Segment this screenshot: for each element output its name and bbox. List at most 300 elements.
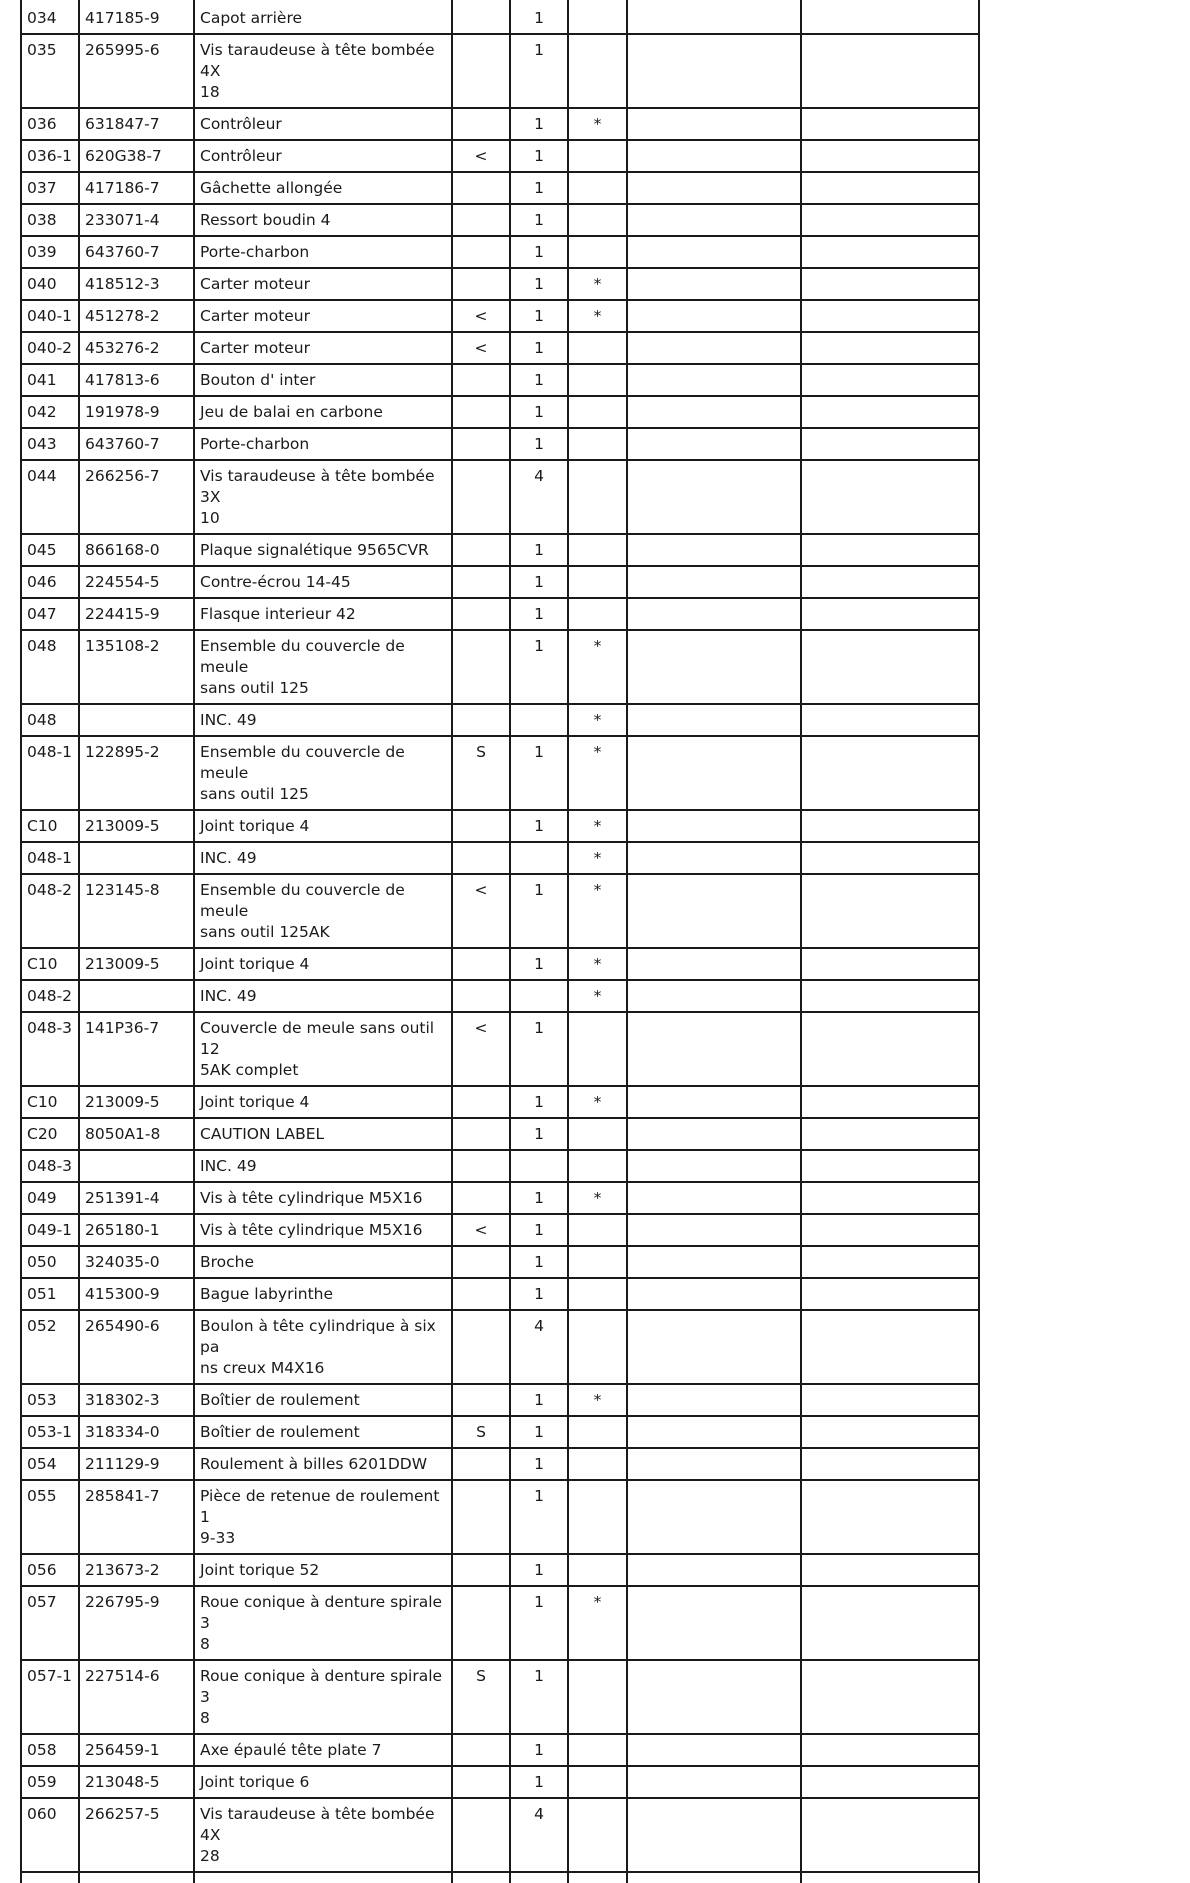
description-cell: Joint torique 52	[194, 1554, 452, 1586]
blank-cell	[627, 704, 801, 736]
description-cell: Ressort boudin 4	[194, 204, 452, 236]
part-number-cell: 451278-2	[79, 300, 194, 332]
note-cell	[568, 1416, 627, 1448]
remark-cell	[452, 204, 510, 236]
part-number-cell: 213009-5	[79, 1086, 194, 1118]
blank-cell	[627, 140, 801, 172]
blank-cell	[801, 1554, 979, 1586]
item-number-cell: 049-1	[21, 1214, 79, 1246]
description-cell: Roue conique à denture spirale 3 8	[194, 1660, 452, 1734]
item-number-cell: C20	[21, 1118, 79, 1150]
blank-cell	[627, 1448, 801, 1480]
table-row	[21, 566, 979, 598]
table-row	[21, 630, 979, 704]
item-number-cell: 040	[21, 268, 79, 300]
part-number-cell: 122895-2	[79, 736, 194, 810]
quantity-cell: 1	[510, 1246, 568, 1278]
blank-cell	[627, 34, 801, 108]
blank-cell	[801, 1448, 979, 1480]
description-cell: Capot arrière	[194, 0, 452, 34]
blank-cell	[801, 1182, 979, 1214]
part-number-cell: 453276-2	[79, 332, 194, 364]
quantity-cell: 1	[510, 598, 568, 630]
note-cell	[568, 566, 627, 598]
table-row	[21, 460, 979, 534]
table-row	[21, 534, 979, 566]
item-number-cell: 040-2	[21, 332, 79, 364]
item-number-cell: 050	[21, 1246, 79, 1278]
blank-cell	[627, 1086, 801, 1118]
item-number-cell: 052	[21, 1310, 79, 1384]
quantity-cell: 1	[510, 34, 568, 108]
item-number-cell: 035	[21, 34, 79, 108]
note-cell: *	[568, 842, 627, 874]
note-cell: *	[568, 630, 627, 704]
remark-cell: S	[452, 736, 510, 810]
continued-cell	[627, 1872, 801, 1883]
part-number-cell: 265490-6	[79, 1310, 194, 1384]
quantity-cell	[510, 980, 568, 1012]
part-number-cell: 643760-7	[79, 236, 194, 268]
blank-cell	[627, 428, 801, 460]
part-number-cell: 631847-7	[79, 108, 194, 140]
table-row	[21, 980, 979, 1012]
blank-cell	[801, 534, 979, 566]
table-row	[21, 948, 979, 980]
table-row	[21, 1384, 979, 1416]
table-row	[21, 1214, 979, 1246]
part-number-cell: 318334-0	[79, 1416, 194, 1448]
table-row	[21, 1416, 979, 1448]
table-row	[21, 1586, 979, 1660]
part-number-cell: 251391-4	[79, 1182, 194, 1214]
part-number-cell: 226795-9	[79, 1586, 194, 1660]
note-cell	[568, 1310, 627, 1384]
continued-cell	[568, 1872, 627, 1883]
remark-cell	[452, 268, 510, 300]
note-cell	[568, 1798, 627, 1872]
quantity-cell: 1	[510, 204, 568, 236]
quantity-cell: 1	[510, 1660, 568, 1734]
remark-cell	[452, 1384, 510, 1416]
table-row-continued	[21, 1872, 979, 1883]
description-cell: Joint torique 6	[194, 1766, 452, 1798]
part-number-cell: 417813-6	[79, 364, 194, 396]
quantity-cell: 1	[510, 566, 568, 598]
item-number-cell: 057-1	[21, 1660, 79, 1734]
table-row	[21, 1278, 979, 1310]
note-cell	[568, 364, 627, 396]
note-cell	[568, 1554, 627, 1586]
remark-cell	[452, 534, 510, 566]
blank-cell	[801, 874, 979, 948]
description-cell: Bague labyrinthe	[194, 1278, 452, 1310]
blank-cell	[801, 1586, 979, 1660]
note-cell	[568, 1660, 627, 1734]
remark-cell	[452, 630, 510, 704]
table-row	[21, 1310, 979, 1384]
blank-cell	[801, 34, 979, 108]
item-number-cell: 039	[21, 236, 79, 268]
description-cell: Contrôleur	[194, 140, 452, 172]
part-number-cell	[79, 842, 194, 874]
part-number-cell	[79, 1150, 194, 1182]
blank-cell	[801, 1246, 979, 1278]
blank-cell	[627, 460, 801, 534]
quantity-cell: 1	[510, 1214, 568, 1246]
table-row	[21, 428, 979, 460]
remark-cell	[452, 1150, 510, 1182]
remark-cell: S	[452, 1660, 510, 1734]
remark-cell	[452, 1766, 510, 1798]
table-row	[21, 598, 979, 630]
item-number-cell: 048-3	[21, 1150, 79, 1182]
description-cell: Contre-écrou 14-45	[194, 566, 452, 598]
continued-cell	[79, 1872, 194, 1883]
blank-cell	[801, 566, 979, 598]
quantity-cell: 1	[510, 1480, 568, 1554]
blank-cell	[801, 630, 979, 704]
blank-cell	[627, 566, 801, 598]
description-cell: Couvercle de meule sans outil 12 5AK complet	[194, 1012, 452, 1086]
remark-cell	[452, 1798, 510, 1872]
part-number-cell: 141P36-7	[79, 1012, 194, 1086]
table-row	[21, 874, 979, 948]
table-row	[21, 332, 979, 364]
table-row	[21, 396, 979, 428]
quantity-cell: 1	[510, 332, 568, 364]
blank-cell	[627, 1660, 801, 1734]
quantity-cell: 1	[510, 1734, 568, 1766]
part-number-cell: 213009-5	[79, 948, 194, 980]
part-number-cell: 8050A1-8	[79, 1118, 194, 1150]
remark-cell	[452, 598, 510, 630]
note-cell	[568, 1480, 627, 1554]
blank-cell	[801, 396, 979, 428]
description-cell: Pièce de retenue de roulement 1 9-33	[194, 1480, 452, 1554]
table-row	[21, 364, 979, 396]
blank-cell	[801, 1660, 979, 1734]
remark-cell	[452, 948, 510, 980]
blank-cell	[627, 1798, 801, 1872]
part-number-cell: 266257-5	[79, 1798, 194, 1872]
remark-cell	[452, 364, 510, 396]
blank-cell	[801, 140, 979, 172]
parts-table	[20, 0, 980, 1883]
continued-cell	[801, 1872, 979, 1883]
note-cell	[568, 460, 627, 534]
note-cell	[568, 34, 627, 108]
description-cell: Joint torique 4	[194, 810, 452, 842]
item-number-cell: 058	[21, 1734, 79, 1766]
description-cell: Plaque signalétique 9565CVR	[194, 534, 452, 566]
note-cell	[568, 598, 627, 630]
part-number-cell: 265995-6	[79, 34, 194, 108]
remark-cell	[452, 980, 510, 1012]
part-number-cell: 265180-1	[79, 1214, 194, 1246]
quantity-cell: 1	[510, 736, 568, 810]
blank-cell	[627, 1766, 801, 1798]
quantity-cell: 1	[510, 1766, 568, 1798]
quantity-cell: 1	[510, 810, 568, 842]
remark-cell: <	[452, 300, 510, 332]
parts-list-sheet	[20, 0, 980, 1883]
blank-cell	[801, 204, 979, 236]
note-cell: *	[568, 736, 627, 810]
note-cell	[568, 236, 627, 268]
note-cell: *	[568, 810, 627, 842]
remark-cell	[452, 172, 510, 204]
quantity-cell: 1	[510, 1118, 568, 1150]
description-cell: Porte-charbon	[194, 428, 452, 460]
quantity-cell: 1	[510, 874, 568, 948]
blank-cell	[801, 1278, 979, 1310]
blank-cell	[627, 534, 801, 566]
description-cell: Roue conique à denture spirale 3 8	[194, 1586, 452, 1660]
quantity-cell: 1	[510, 428, 568, 460]
remark-cell	[452, 1734, 510, 1766]
remark-cell	[452, 704, 510, 736]
table-row	[21, 1660, 979, 1734]
description-cell: Porte-charbon	[194, 236, 452, 268]
remark-cell	[452, 1554, 510, 1586]
blank-cell	[627, 736, 801, 810]
blank-cell	[801, 1734, 979, 1766]
table-row	[21, 268, 979, 300]
part-number-cell: 123145-8	[79, 874, 194, 948]
blank-cell	[627, 108, 801, 140]
parts-table-body	[21, 0, 979, 1883]
blank-cell	[627, 1182, 801, 1214]
blank-cell	[627, 810, 801, 842]
note-cell	[568, 1766, 627, 1798]
item-number-cell: 041	[21, 364, 79, 396]
quantity-cell: 1	[510, 534, 568, 566]
part-number-cell: 417185-9	[79, 0, 194, 34]
part-number-cell: 224415-9	[79, 598, 194, 630]
quantity-cell: 1	[510, 1012, 568, 1086]
blank-cell	[801, 332, 979, 364]
quantity-cell: 1	[510, 236, 568, 268]
part-number-cell: 620G38-7	[79, 140, 194, 172]
description-cell: Boîtier de roulement	[194, 1416, 452, 1448]
blank-cell	[801, 1086, 979, 1118]
remark-cell	[452, 34, 510, 108]
quantity-cell: 1	[510, 140, 568, 172]
remark-cell	[452, 428, 510, 460]
blank-cell	[627, 268, 801, 300]
blank-cell	[627, 364, 801, 396]
item-number-cell: 049	[21, 1182, 79, 1214]
remark-cell	[452, 810, 510, 842]
part-number-cell: 213048-5	[79, 1766, 194, 1798]
item-number-cell: 045	[21, 534, 79, 566]
remark-cell	[452, 0, 510, 34]
quantity-cell: 1	[510, 1448, 568, 1480]
description-cell: Bouton d' inter	[194, 364, 452, 396]
table-row	[21, 842, 979, 874]
table-row	[21, 1150, 979, 1182]
remark-cell: <	[452, 140, 510, 172]
quantity-cell: 4	[510, 1798, 568, 1872]
note-cell: *	[568, 874, 627, 948]
blank-cell	[801, 108, 979, 140]
item-number-cell: 048	[21, 630, 79, 704]
blank-cell	[627, 842, 801, 874]
quantity-cell: 1	[510, 1384, 568, 1416]
blank-cell	[627, 396, 801, 428]
note-cell: *	[568, 704, 627, 736]
quantity-cell: 1	[510, 268, 568, 300]
blank-cell	[801, 1766, 979, 1798]
description-cell: Carter moteur	[194, 300, 452, 332]
item-number-cell: 044	[21, 460, 79, 534]
part-number-cell	[79, 980, 194, 1012]
blank-cell	[627, 1118, 801, 1150]
item-number-cell: 040-1	[21, 300, 79, 332]
blank-cell	[801, 810, 979, 842]
table-row	[21, 810, 979, 842]
quantity-cell: 1	[510, 1416, 568, 1448]
note-cell	[568, 428, 627, 460]
item-number-cell: 047	[21, 598, 79, 630]
description-cell: Ensemble du couvercle de meule sans outil 125AK	[194, 874, 452, 948]
note-cell	[568, 204, 627, 236]
note-cell: *	[568, 300, 627, 332]
note-cell: *	[568, 108, 627, 140]
item-number-cell: C10	[21, 948, 79, 980]
note-cell	[568, 534, 627, 566]
remark-cell	[452, 1118, 510, 1150]
part-number-cell: 415300-9	[79, 1278, 194, 1310]
description-cell: Carter moteur	[194, 332, 452, 364]
blank-cell	[627, 300, 801, 332]
quantity-cell: 1	[510, 630, 568, 704]
description-cell: Boîtier de roulement	[194, 1384, 452, 1416]
table-row	[21, 140, 979, 172]
blank-cell	[801, 0, 979, 34]
blank-cell	[627, 172, 801, 204]
description-cell: INC. 49	[194, 1150, 452, 1182]
note-cell: *	[568, 980, 627, 1012]
description-cell: Ensemble du couvercle de meule sans outil 125	[194, 736, 452, 810]
part-number-cell: 213673-2	[79, 1554, 194, 1586]
table-row	[21, 0, 979, 34]
table-row	[21, 704, 979, 736]
blank-cell	[627, 1416, 801, 1448]
item-number-cell: 042	[21, 396, 79, 428]
remark-cell	[452, 1480, 510, 1554]
item-number-cell: 051	[21, 1278, 79, 1310]
note-cell: *	[568, 268, 627, 300]
blank-cell	[801, 1480, 979, 1554]
remark-cell	[452, 1586, 510, 1660]
part-number-cell: 211129-9	[79, 1448, 194, 1480]
remark-cell: <	[452, 874, 510, 948]
remark-cell: <	[452, 1012, 510, 1086]
item-number-cell: 053-1	[21, 1416, 79, 1448]
table-row	[21, 736, 979, 810]
quantity-cell: 1	[510, 300, 568, 332]
note-cell	[568, 332, 627, 364]
table-row	[21, 34, 979, 108]
remark-cell	[452, 1086, 510, 1118]
quantity-cell: 4	[510, 460, 568, 534]
blank-cell	[627, 1554, 801, 1586]
quantity-cell: 4	[510, 1310, 568, 1384]
item-number-cell: 048	[21, 704, 79, 736]
item-number-cell: 053	[21, 1384, 79, 1416]
item-number-cell: C10	[21, 810, 79, 842]
blank-cell	[801, 460, 979, 534]
note-cell	[568, 0, 627, 34]
blank-cell	[801, 1310, 979, 1384]
blank-cell	[801, 736, 979, 810]
description-cell: Vis taraudeuse à tête bombée 4X 28	[194, 1798, 452, 1872]
item-number-cell: 038	[21, 204, 79, 236]
blank-cell	[627, 1214, 801, 1246]
blank-cell	[801, 980, 979, 1012]
item-number-cell: 046	[21, 566, 79, 598]
description-cell: Axe épaulé tête plate 7	[194, 1734, 452, 1766]
note-cell: *	[568, 948, 627, 980]
blank-cell	[627, 332, 801, 364]
remark-cell	[452, 566, 510, 598]
quantity-cell: 1	[510, 108, 568, 140]
continued-cell	[510, 1872, 568, 1883]
part-number-cell: 324035-0	[79, 1246, 194, 1278]
blank-cell	[627, 236, 801, 268]
blank-cell	[627, 1734, 801, 1766]
part-number-cell: 285841-7	[79, 1480, 194, 1554]
note-cell	[568, 1734, 627, 1766]
item-number-cell: 054	[21, 1448, 79, 1480]
item-number-cell: 056	[21, 1554, 79, 1586]
description-cell: Vis taraudeuse à tête bombée 3X 10	[194, 460, 452, 534]
table-row	[21, 172, 979, 204]
remark-cell	[452, 1246, 510, 1278]
continued-cell	[194, 1872, 452, 1883]
part-number-cell: 318302-3	[79, 1384, 194, 1416]
table-row	[21, 1246, 979, 1278]
blank-cell	[627, 1278, 801, 1310]
blank-cell	[801, 842, 979, 874]
blank-cell	[801, 598, 979, 630]
table-row	[21, 236, 979, 268]
part-number-cell: 266256-7	[79, 460, 194, 534]
remark-cell	[452, 1310, 510, 1384]
blank-cell	[627, 1480, 801, 1554]
description-cell: Jeu de balai en carbone	[194, 396, 452, 428]
item-number-cell: 036-1	[21, 140, 79, 172]
description-cell: Flasque interieur 42	[194, 598, 452, 630]
note-cell	[568, 1012, 627, 1086]
quantity-cell: 1	[510, 0, 568, 34]
remark-cell: <	[452, 332, 510, 364]
quantity-cell: 1	[510, 1554, 568, 1586]
blank-cell	[627, 598, 801, 630]
table-row	[21, 1118, 979, 1150]
blank-cell	[801, 300, 979, 332]
note-cell: *	[568, 1086, 627, 1118]
quantity-cell: 1	[510, 1278, 568, 1310]
blank-cell	[627, 1310, 801, 1384]
continued-cell	[21, 1872, 79, 1883]
note-cell	[568, 172, 627, 204]
blank-cell	[801, 1012, 979, 1086]
part-number-cell: 417186-7	[79, 172, 194, 204]
quantity-cell: 1	[510, 396, 568, 428]
